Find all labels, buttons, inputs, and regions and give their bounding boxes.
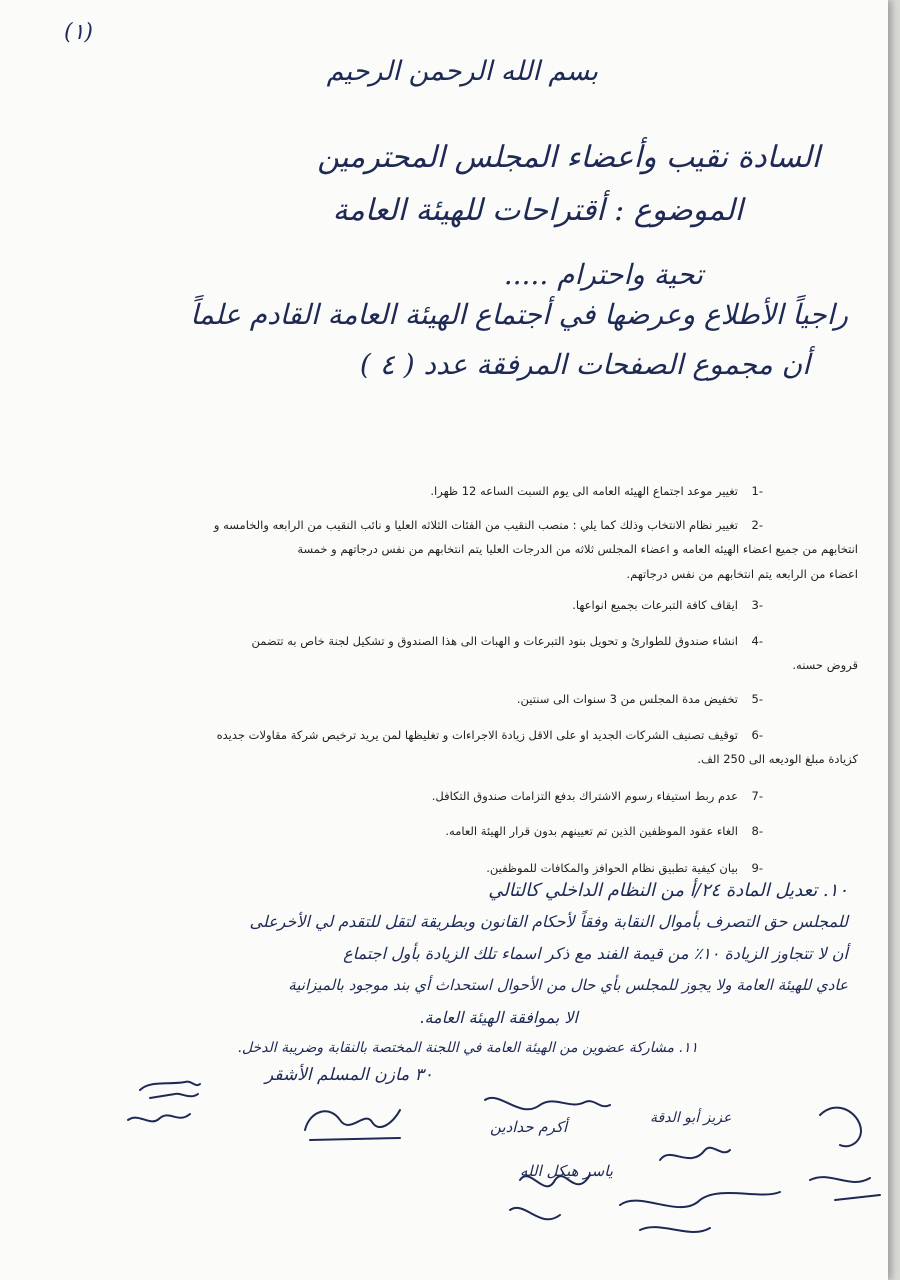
- item-number: 8-: [751, 824, 763, 838]
- signature-3: [485, 1098, 610, 1219]
- handwritten-line: عادي للهيئة العامة ولا يجوز للمجلس بأي حال من الأحوال استحداث أي بند موجود بالميزانية: [288, 976, 848, 994]
- item-text: تخفيض مدة المجلس من 3 سنوات الى سنتين.: [516, 692, 738, 706]
- signature-name: ياسر هيكل الله: [520, 1162, 613, 1180]
- item-number: 7-: [751, 789, 763, 803]
- item-text: توقيف تصنيف الشركات الجديد او على الاقل زيادة الاجراءات و تغليظها لمن يريد ترخيص شركة مقاولات جديده: [216, 728, 738, 742]
- item-number: 5-: [751, 692, 763, 706]
- signature-name: عزيز أبو الدقة: [650, 1110, 732, 1126]
- signature-4: [620, 1148, 780, 1232]
- signature-2: [305, 1110, 400, 1140]
- signature-text: ٣٠ مازن المسلم الأشقر: [265, 1065, 433, 1085]
- handwritten-item-10: ١٠. تعديل المادة ٢٤/أ من النظام الداخلي كالتالي: [488, 880, 848, 901]
- item-text-cont: قروض حسنه.: [792, 658, 858, 672]
- item-number: 6-: [751, 728, 763, 742]
- salutation: السادة نقيب وأعضاء المجلس المحترمين: [317, 140, 820, 175]
- body-line-2: أن مجموع الصفحات المرفقة عدد ( ٤ ): [359, 348, 810, 381]
- item-number: 3-: [751, 598, 763, 612]
- signature-1: [128, 1082, 200, 1122]
- handwritten-line: للمجلس حق التصرف بأموال النقابة وفقاً لأحكام القانون وبطريقة لتقل للتقدم لي الأخرعلى: [249, 912, 848, 931]
- body-line-1: راجياً الأطلاع وعرضها في أجتماع الهيئة العامة القادم علماً: [190, 298, 848, 331]
- item-text-cont: انتخابهم من جميع اعضاء الهيئه العامه و اعضاء المجلس ثلاثه من الدرجات العليا يتم انتخابهم من نفس درجاتهم و خمسة: [297, 542, 858, 556]
- signature-name: أكرم حدادين: [490, 1118, 568, 1136]
- signature-5: [810, 1108, 880, 1200]
- item-text: تغيير نظام الانتخاب وذلك كما يلي : منصب النقيب من الفئات الثلاثه العليا و نائب النقيب من الرابعه والخامسه و: [213, 518, 738, 532]
- basmala: بسم الله الرحمن الرحيم: [326, 56, 598, 87]
- item-text: بيان كيفية تطبيق نظام الحوافز والمكافات للموظفين.: [486, 861, 738, 875]
- handwritten-item-11: ١١. مشاركة عضوين من الهيئة العامة في اللجنة المختصة بالنقابة وضريبة الدخل.: [237, 1040, 698, 1056]
- item-text: تغيير موعد اجتماع الهيئه العامه الى يوم السبت الساعه 12 ظهرا.: [430, 484, 738, 498]
- item-number: 9-: [751, 861, 763, 875]
- page-number: (١): [64, 20, 94, 45]
- item-text-cont: اعضاء من الرابعه يتم انتخابهم من نفس درجاتهم.: [626, 567, 858, 581]
- handwritten-line: أن لا تتجاوز الزيادة ١٠٪ من قيمة الفند مع ذكر اسماء تلك الزيادة بأول اجتماع: [343, 944, 848, 963]
- greeting: تحية واحترام .....: [503, 258, 703, 291]
- item-number: 4-: [751, 634, 763, 648]
- signatures-area: [0, 1050, 888, 1280]
- item-text: ايقاف كافة التبرعات بجميع انواعها.: [572, 598, 738, 612]
- item-text: انشاء صندوق للطوارئ و تحويل بنود التبرعات و الهبات الى هذا الصندوق و تشكيل لجنة خاص به تتضمن: [251, 634, 738, 648]
- subject-line: الموضوع : أقتراحات للهيئة العامة: [332, 193, 743, 228]
- item-number: 2-: [751, 518, 763, 532]
- item-text: عدم ربط استيفاء رسوم الاشتراك بدفع التزامات صندوق التكافل.: [431, 789, 738, 803]
- handwritten-line: الا بموافقة الهيئة العامة.: [419, 1008, 578, 1027]
- item-text: الغاء عقود الموظفين الذين تم تعيينهم بدون قرار الهيئة العامه.: [445, 824, 738, 838]
- item-text-cont: كزيادة مبلغ الوديعه الى 250 الف.: [697, 752, 858, 766]
- item-number: 1-: [751, 484, 763, 498]
